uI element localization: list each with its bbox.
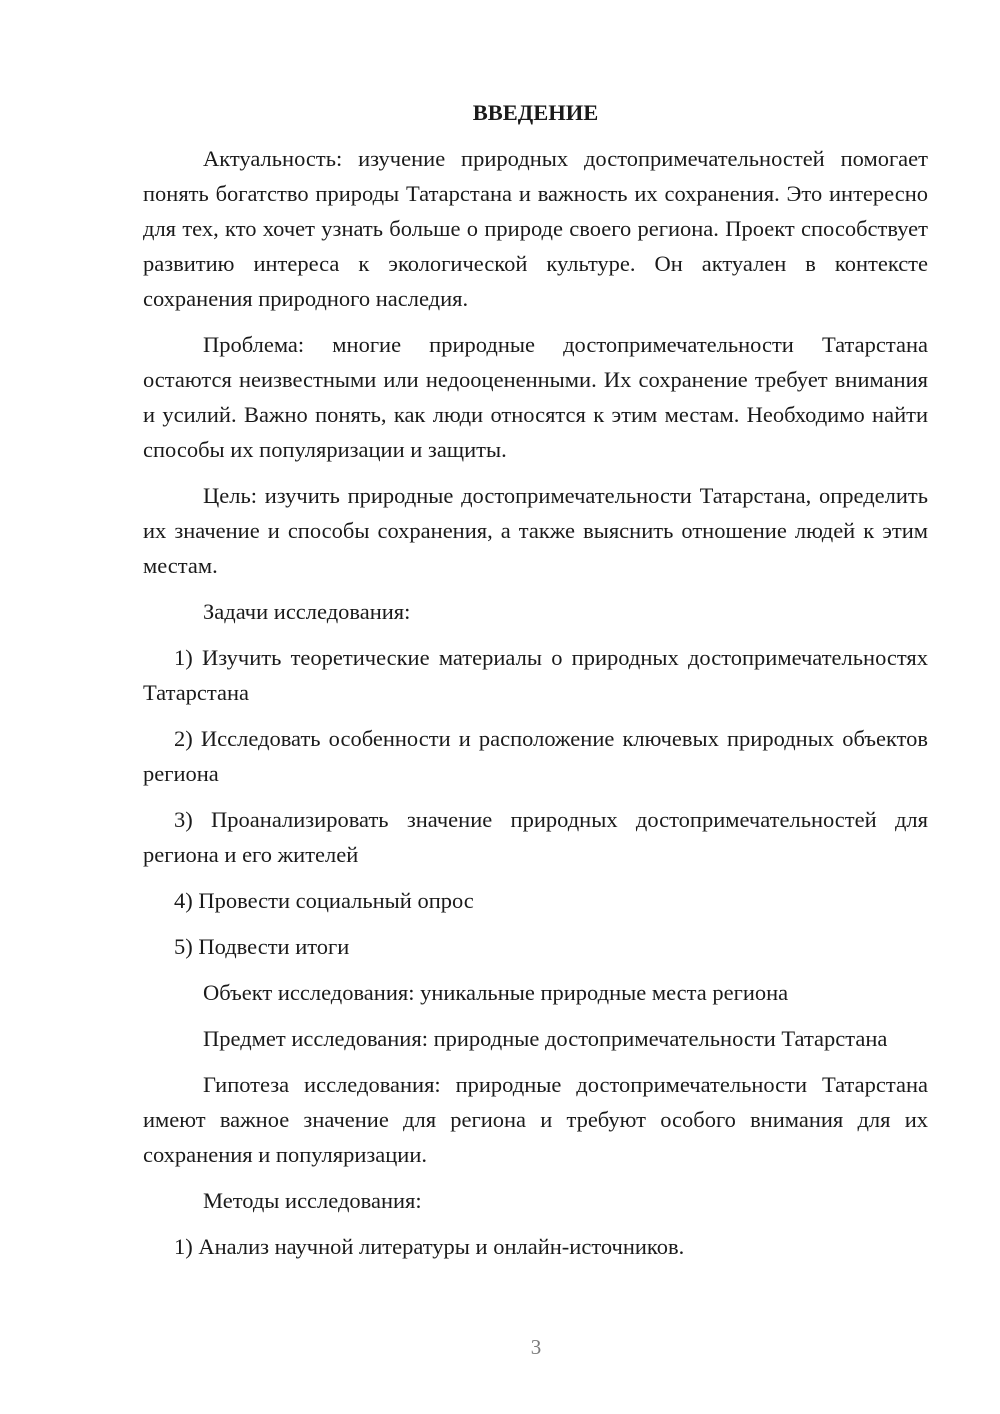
- goal-paragraph: Цель: изучить природные достопримечательности Татарстана, определить их значение и способы сохранения, а также выяснить отношение людей к этим местам.: [143, 483, 928, 578]
- task-item: 5) Подвести итоги: [174, 934, 350, 959]
- methods-title: Методы исследования:: [203, 1188, 422, 1213]
- task-item: 4) Провести социальный опрос: [174, 888, 474, 913]
- hypothesis-paragraph: Гипотеза исследования: природные достопримечательности Татарстана имеют важное значение для региона и требуют особого внимания для их сохранения и популяризации.: [143, 1072, 928, 1167]
- page-content: [143, 95, 928, 1275]
- task-item: 1) Изучить теоретические материалы о природных достопримечательностях Татарстана: [143, 645, 928, 705]
- task-item: 2) Исследовать особенности и расположение ключевых природных объектов региона: [143, 726, 928, 786]
- method-item: 1) Анализ научной литературы и онлайн-источников.: [174, 1234, 685, 1259]
- relevance-paragraph: Актуальность: изучение природных достопримечательностей помогает понять богатство природы Татарстана и важность их сохранения. Это интересно для тех, кто хочет узнать больше о природе своего региона. Проект способствует развитию интереса к экологической культуре. Он актуален в контексте сохранения природного наследия.: [143, 146, 928, 311]
- page-number: 3: [530, 1335, 542, 1359]
- section-heading: ВВЕДЕНИЕ: [472, 100, 599, 125]
- object-paragraph: Объект исследования: уникальные природные места региона: [203, 980, 789, 1005]
- subject-paragraph: Предмет исследования: природные достопримечательности Татарстана: [203, 1026, 888, 1051]
- task-item: 3) Проанализировать значение природных достопримечательностей для региона и его жителей: [143, 807, 928, 867]
- problem-paragraph: Проблема: многие природные достопримечательности Татарстана остаются неизвестными или недооцененными. Их сохранение требует внимания и усилий. Важно понять, как люди относятся к этим местам. Необходимо найти способы их популяризации и защиты.: [143, 332, 928, 462]
- tasks-title: Задачи исследования:: [203, 599, 411, 624]
